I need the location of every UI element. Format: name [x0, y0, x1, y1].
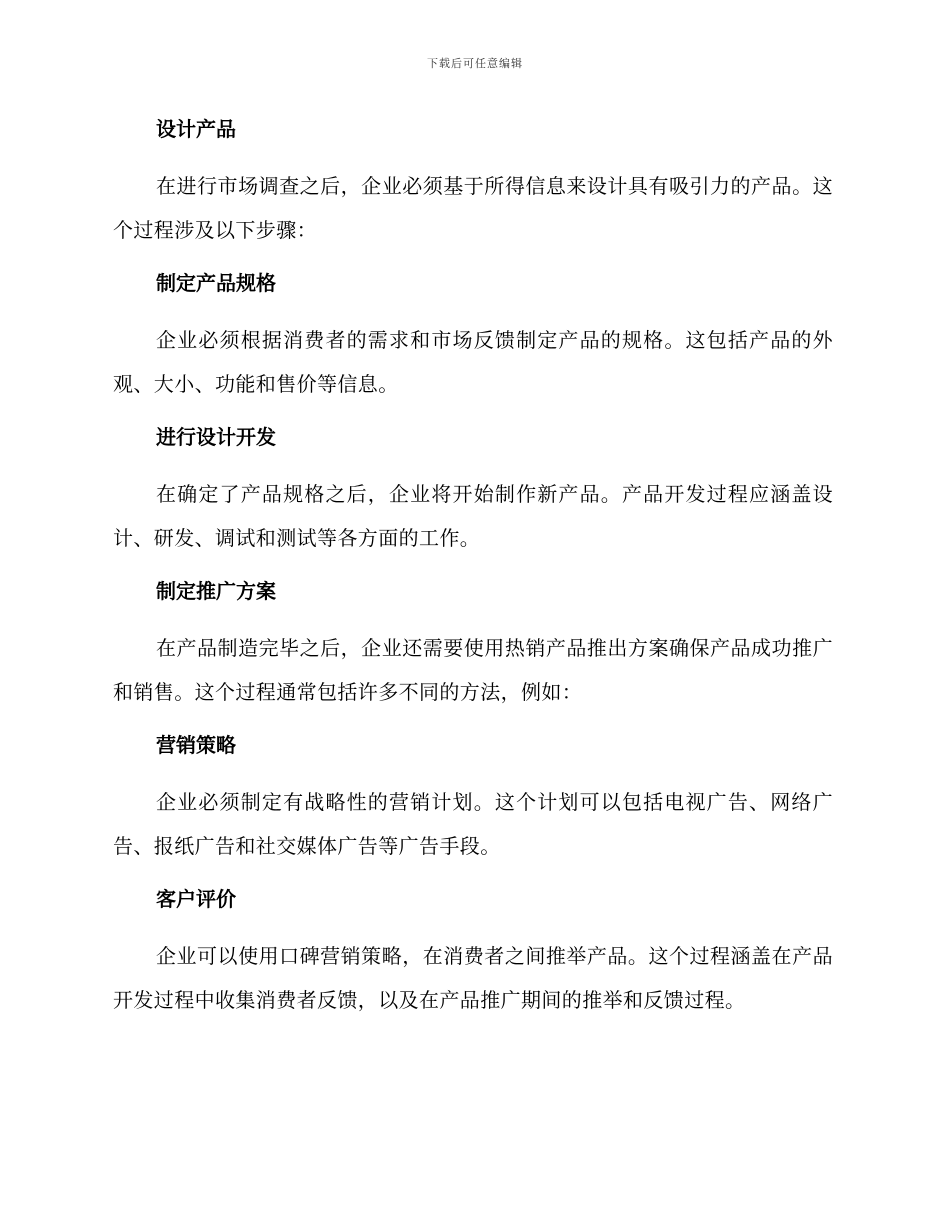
paragraph-design-product: 在进行市场调查之后，企业必须基于所得信息来设计具有吸引力的产品。这个过程涉及以下步骤：: [113, 174, 833, 242]
paragraph-design-development: 在确定了产品规格之后，企业将开始制作新产品。产品开发过程应涵盖设计、研发、调试和测试等各方面的工作。: [113, 482, 833, 550]
section-heading-customer-review: 客户评价: [156, 887, 236, 911]
header-note: 下载后可任意编辑: [427, 57, 523, 70]
section-heading-design-product: 设计产品: [156, 117, 236, 141]
paragraph-product-spec: 企业必须根据消费者的需求和市场反馈制定产品的规格。这包括产品的外观、大小、功能和售价等信息。: [113, 328, 833, 396]
section-heading-product-spec: 制定产品规格: [156, 271, 276, 295]
section-heading-promotion-plan: 制定推广方案: [156, 579, 276, 603]
section-heading-marketing-strategy: 营销策略: [156, 733, 236, 757]
document-body: [113, 112, 833, 1036]
paragraph-customer-review: 企业可以使用口碑营销策略，在消费者之间推举产品。这个过程涵盖在产品开发过程中收集消费者反馈，以及在产品推广期间的推举和反馈过程。: [113, 944, 833, 1012]
paragraph-marketing-strategy: 企业必须制定有战略性的营销计划。这个计划可以包括电视广告、网络广告、报纸广告和社交媒体广告等广告手段。: [113, 790, 833, 858]
section-heading-design-development: 进行设计开发: [156, 425, 276, 449]
paragraph-promotion-plan: 在产品制造完毕之后，企业还需要使用热销产品推出方案确保产品成功推广和销售。这个过程通常包括许多不同的方法，例如：: [113, 636, 833, 704]
